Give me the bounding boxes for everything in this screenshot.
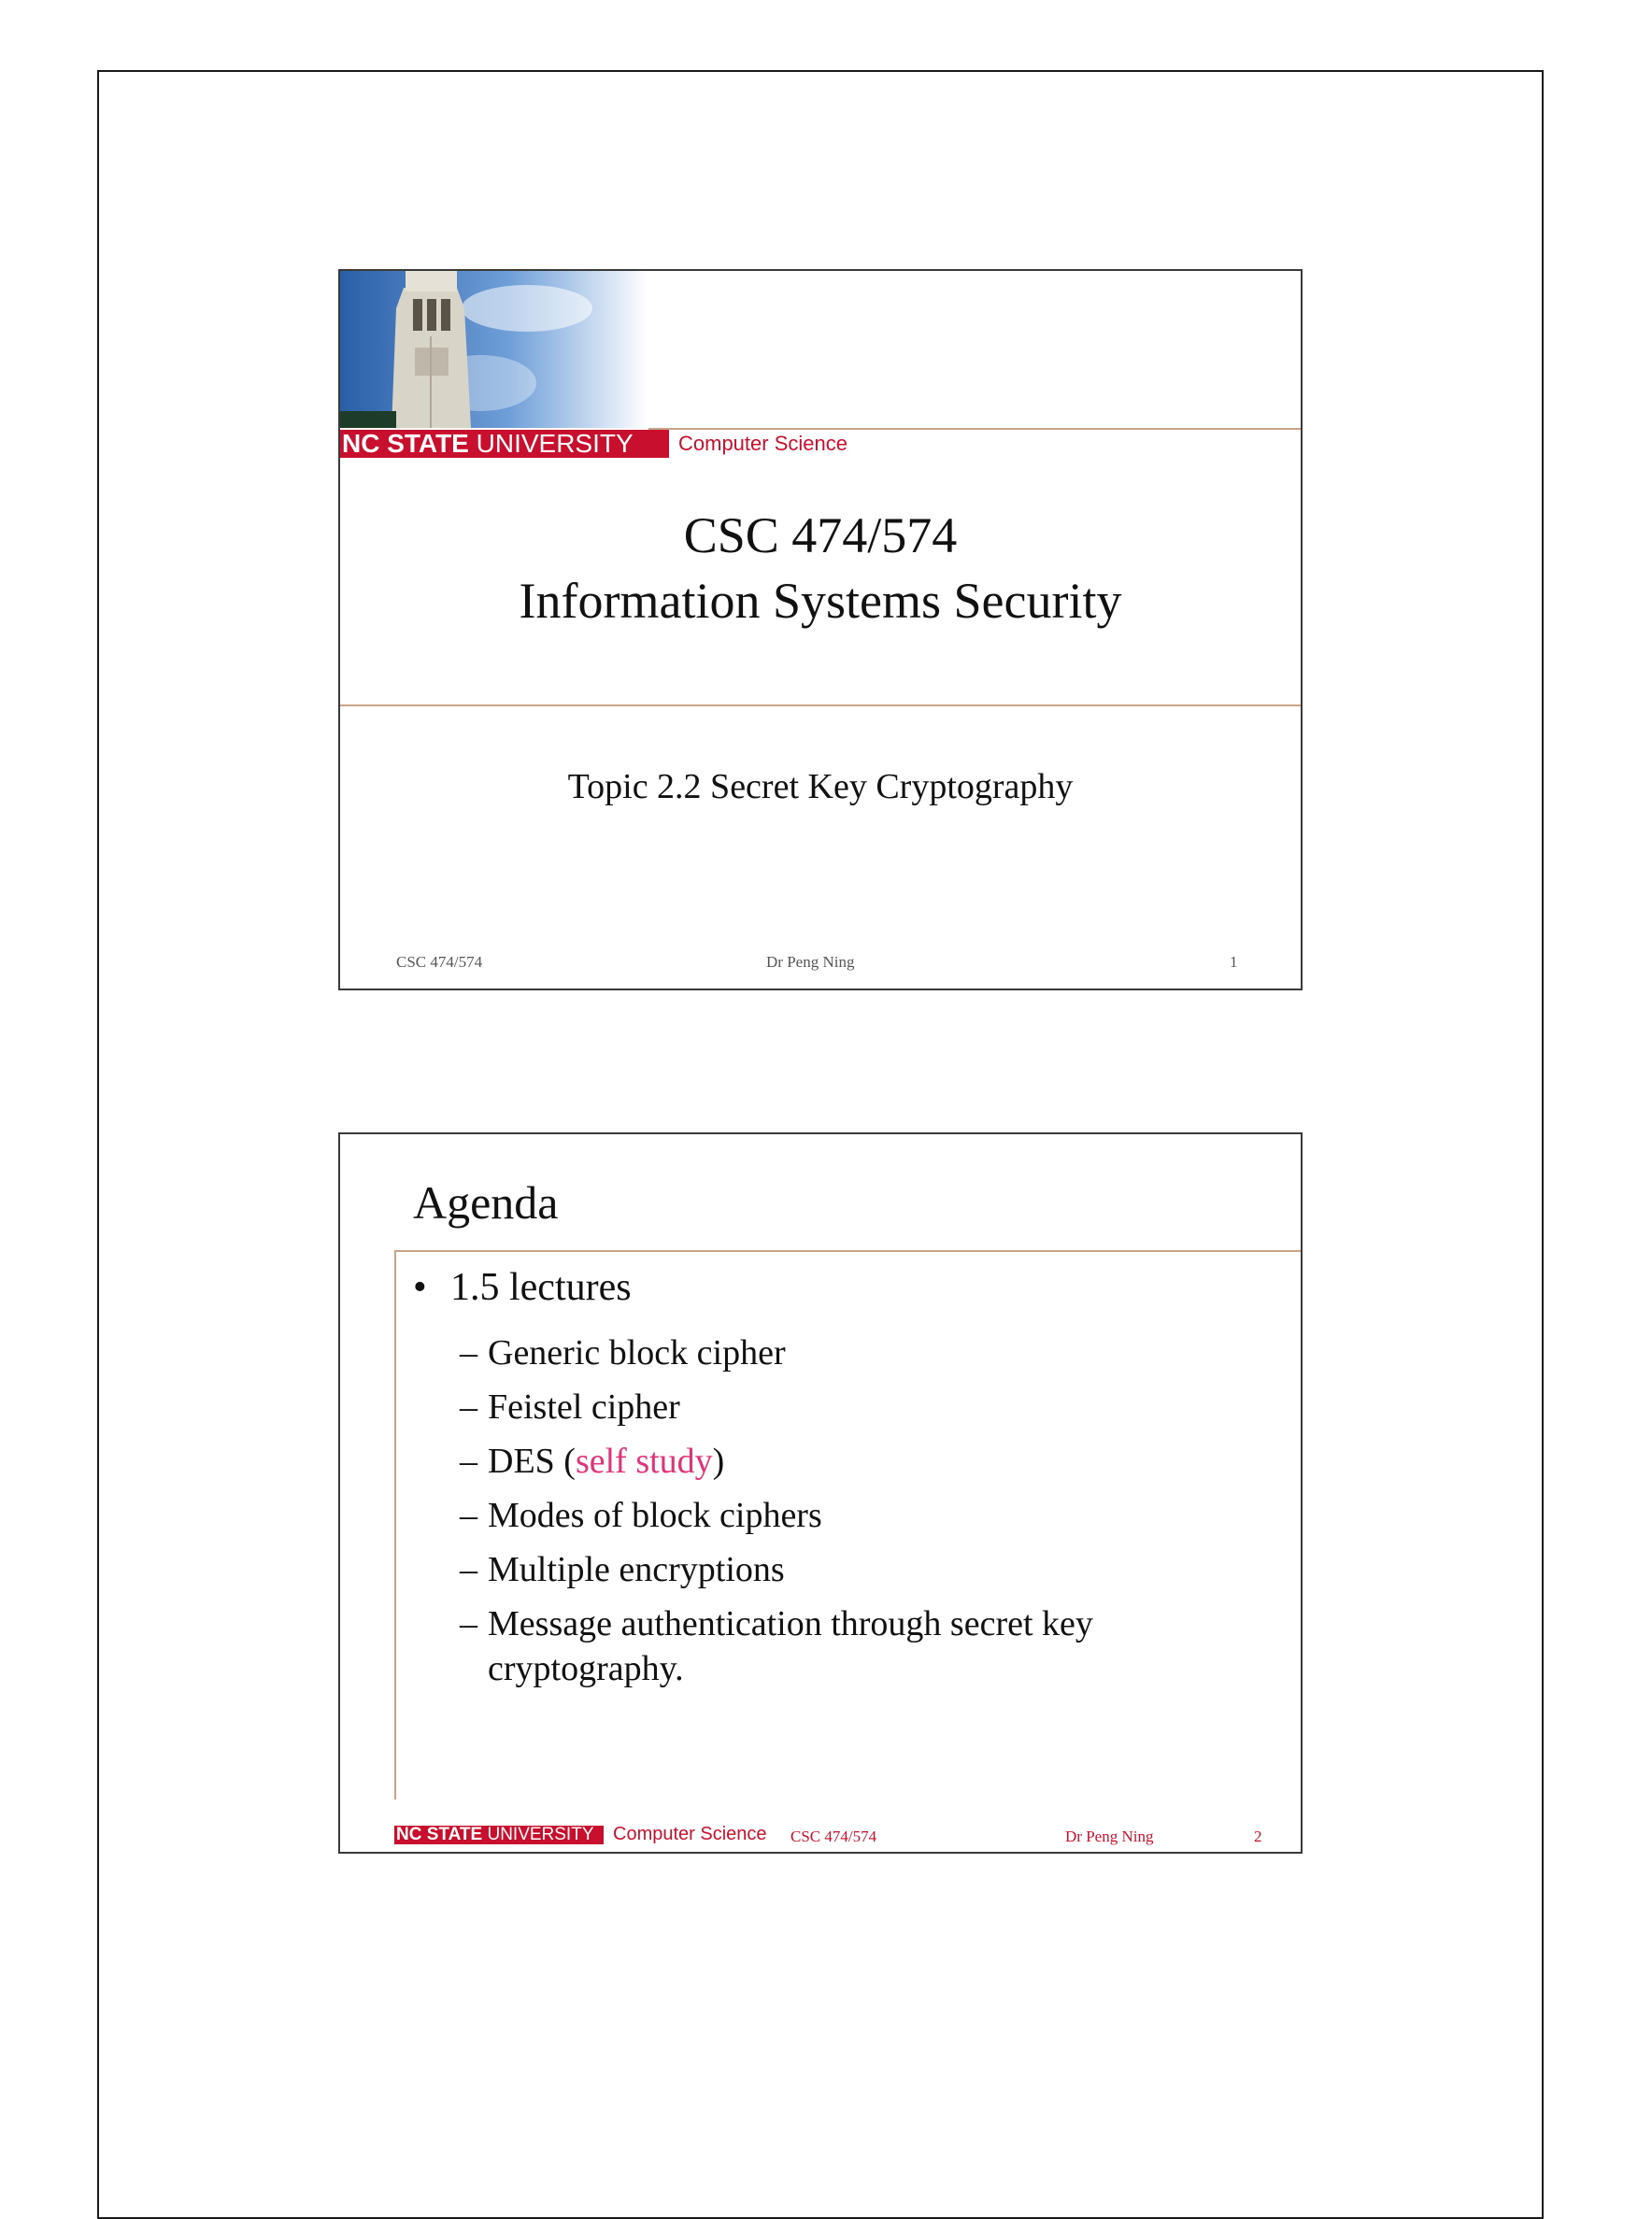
bullet-dot: • bbox=[413, 1266, 427, 1309]
list-item: – Feistel cipher bbox=[460, 1385, 1093, 1430]
dash-marker: – bbox=[460, 1442, 477, 1481]
agenda-title: Agenda bbox=[413, 1176, 559, 1229]
footer-page-number: 1 bbox=[1230, 953, 1238, 971]
agenda-rule bbox=[394, 1250, 1303, 1252]
belltower-photo bbox=[340, 271, 648, 428]
footer-author: Dr Peng Ning bbox=[766, 953, 855, 971]
ncsu-wordmark-bold: NC STATE bbox=[396, 1825, 483, 1844]
list-item: – Generic block cipher bbox=[460, 1330, 1093, 1375]
agenda-bullet bbox=[413, 1265, 632, 1310]
footer-course: CSC 474/574 bbox=[790, 1828, 877, 1845]
agenda-left-rule bbox=[394, 1250, 396, 1799]
ncsu-wordmark-rest: UNIVERSITY bbox=[487, 1825, 594, 1844]
ncsu-wordmark-bold: NC STATE bbox=[342, 429, 469, 458]
slide-subtitle: Topic 2.2 Secret Key Cryptography bbox=[567, 767, 1074, 806]
dash-marker: – bbox=[460, 1550, 477, 1589]
list-item: – DES (self study) bbox=[460, 1439, 1093, 1484]
list-item: – Modes of block ciphers bbox=[460, 1493, 1093, 1538]
slide-1 bbox=[338, 269, 1303, 990]
title-line-1: CSC 474/574 bbox=[683, 507, 958, 563]
self-study-highlight: self study bbox=[575, 1442, 713, 1481]
list-item: – Message authentication through secret key cryptography. bbox=[460, 1601, 1093, 1691]
title-line-2: Information Systems Security bbox=[519, 573, 1122, 629]
slide-2 bbox=[338, 1132, 1303, 1854]
list-item: – Multiple encryptions bbox=[460, 1547, 1093, 1592]
title-rule bbox=[340, 704, 1303, 706]
ncsu-logo-bar bbox=[394, 1826, 604, 1844]
bullet-text: 1.5 lectures bbox=[450, 1266, 632, 1309]
dash-marker: – bbox=[460, 1387, 477, 1427]
ncsu-logo-bar bbox=[340, 430, 669, 458]
footer-course: CSC 474/574 bbox=[396, 953, 483, 971]
slide-title bbox=[340, 503, 1301, 633]
footer-page-number: 2 bbox=[1254, 1828, 1262, 1845]
dash-marker: – bbox=[460, 1333, 477, 1373]
department-label: Computer Science bbox=[613, 1824, 767, 1844]
dash-marker: – bbox=[460, 1604, 477, 1643]
footer-author: Dr Peng Ning bbox=[1065, 1828, 1154, 1845]
agenda-sub-list bbox=[460, 1330, 1093, 1700]
header-rule bbox=[648, 428, 1303, 430]
department-label: Computer Science bbox=[678, 432, 847, 455]
ncsu-wordmark-rest: UNIVERSITY bbox=[476, 429, 634, 458]
dash-marker: – bbox=[460, 1496, 477, 1535]
